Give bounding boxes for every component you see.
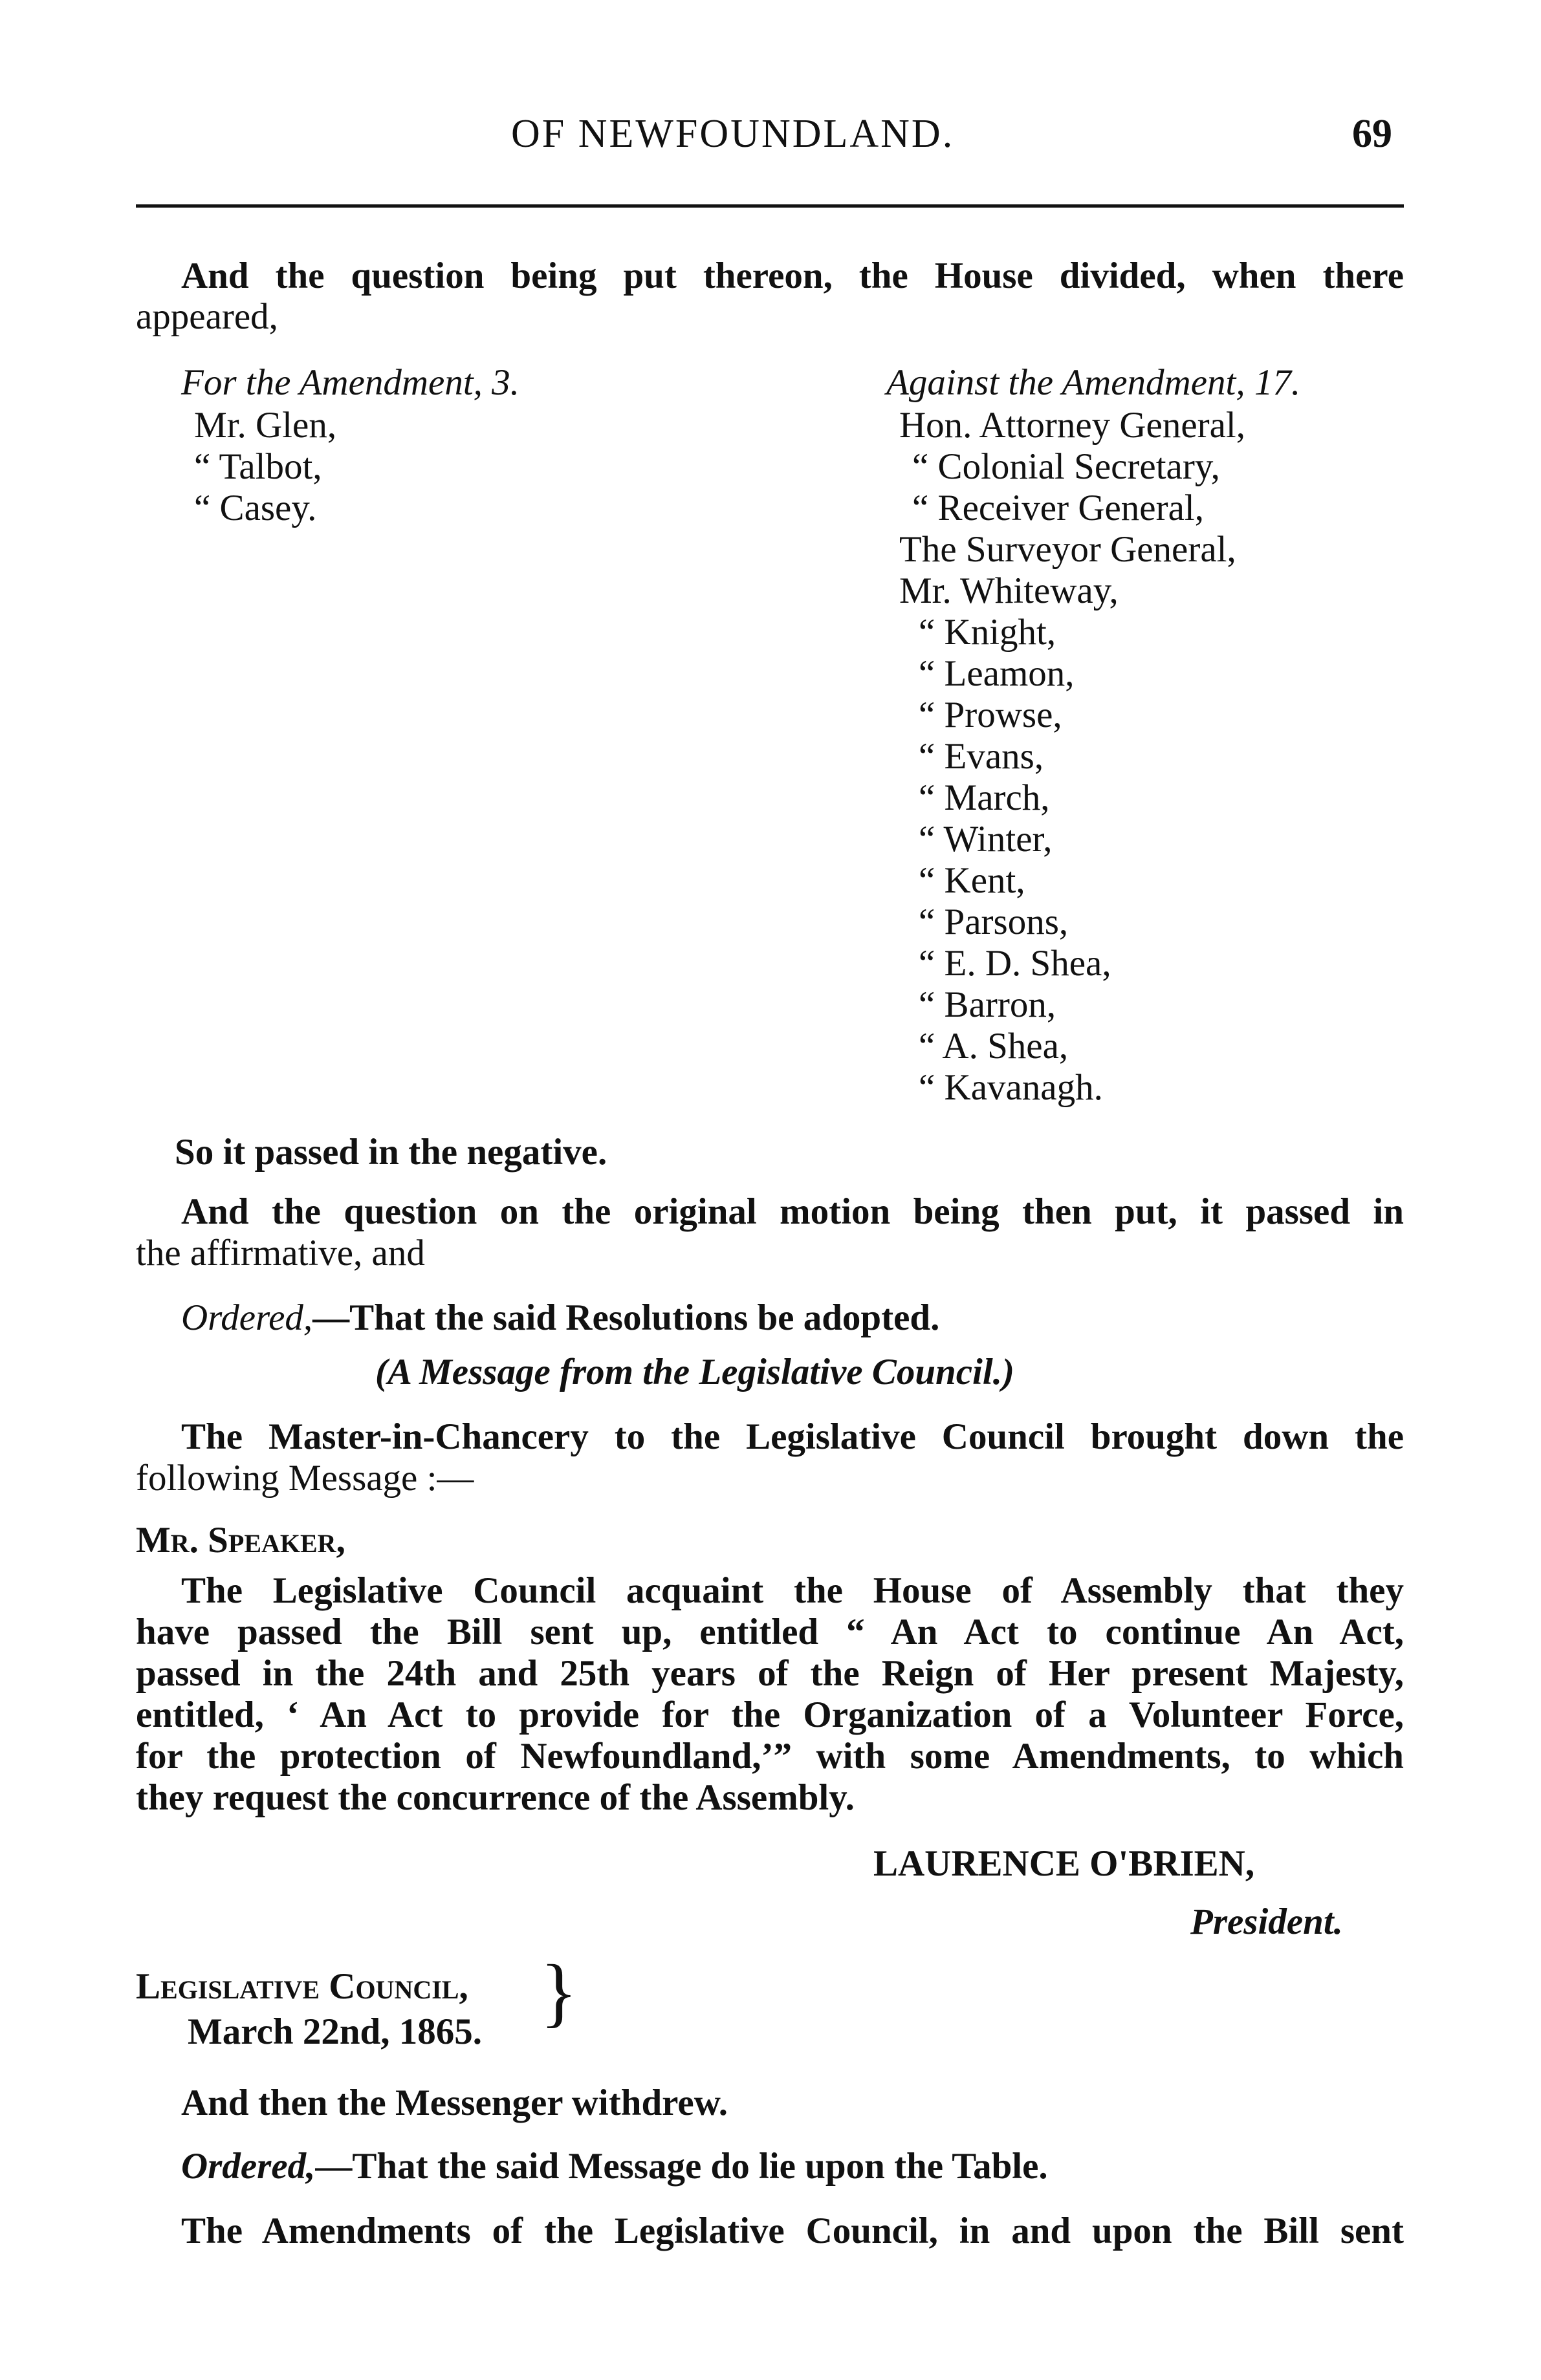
message-intro-line: The Master-in-Chancery to the Legislative Council brought down the (181, 1416, 1404, 1457)
against-name: “ Leamon, (919, 653, 1075, 694)
header-rule (136, 204, 1404, 208)
message-body-line: they request the concurrence of the Assembly. (136, 1777, 855, 1818)
messenger-withdrew: And then the Messenger withdrew. (181, 2082, 728, 2123)
ordered-label: Ordered, (181, 1297, 313, 1338)
original-motion-line: And the question on the original motion being then put, it passed in (181, 1191, 1404, 1232)
message-body-line: The Legislative Council acquaint the House of Assembly that they (181, 1570, 1404, 1611)
brace-glyph: } (540, 1949, 578, 2035)
against-name: “ E. D. Shea, (919, 943, 1111, 984)
against-name: “ Kent, (919, 860, 1025, 901)
message-intro-line: following Message :— (136, 1458, 474, 1498)
message-body-line: passed in the 24th and 25th years of the Reign of Her present Majesty, (136, 1653, 1404, 1694)
ordered-text: —That the said Message do lie upon the Table. (315, 2146, 1048, 2187)
division-result: So it passed in the negative. (175, 1132, 607, 1173)
ordered-label: Ordered, (181, 2146, 316, 2187)
against-name: “ Barron, (919, 984, 1056, 1025)
against-name: “ Receiver General, (912, 488, 1204, 528)
against-name: The Surveyor General, (899, 529, 1236, 570)
original-motion-line: the affirmative, and (136, 1233, 425, 1273)
for-amendment-heading: For the Amendment, 3. (181, 362, 519, 403)
message-salutation: Mr. Speaker, (136, 1520, 345, 1561)
ordered-message (181, 2146, 1048, 2187)
against-name: “ Winter, (919, 819, 1053, 860)
message-date: March 22nd, 1865. (188, 2011, 482, 2052)
message-heading: (A Message from the Legislative Council.) (375, 1352, 1014, 1392)
message-body-line: entitled, ‘ An Act to provide for the Organization of a Volunteer Force, (136, 1694, 1404, 1735)
closing-last-line: The Amendments of the Legislative Council, in and upon the Bill sent (181, 2211, 1404, 2251)
running-head: OF NEWFOUNDLAND. (511, 112, 955, 156)
for-name: “ Casey. (194, 488, 317, 528)
ordered-resolutions (181, 1297, 939, 1339)
message-body-line: for the protection of Newfoundland,’” with some Amendments, to which (136, 1736, 1404, 1777)
against-name: Mr. Whiteway, (899, 570, 1119, 611)
against-name: “ Kavanagh. (919, 1067, 1103, 1108)
against-name: “ Parsons, (919, 902, 1069, 942)
ordered-text: —That the said Resolutions be adopted. (312, 1297, 940, 1338)
against-name: “ Evans, (919, 736, 1044, 777)
against-name: “ A. Shea, (919, 1026, 1069, 1066)
against-name: Hon. Attorney General, (899, 405, 1246, 446)
for-name: “ Talbot, (194, 446, 322, 487)
page-number: 69 (1352, 112, 1392, 156)
division-intro-line: And the question being put thereon, the House divided, when there (181, 255, 1404, 296)
against-name: “ Colonial Secretary, (912, 446, 1220, 487)
message-place: Legislative Council, (136, 1966, 468, 2007)
division-intro-line: appeared, (136, 296, 278, 337)
against-amendment-heading: Against the Amendment, 17. (886, 362, 1301, 403)
signatory-title: President. (1190, 1901, 1343, 1942)
against-name: “ March, (919, 777, 1050, 818)
against-name: “ Prowse, (919, 695, 1062, 735)
signatory-name: LAURENCE O'BRIEN, (873, 1843, 1255, 1884)
message-body-line: have passed the Bill sent up, entitled “ An Act to continue An Act, (136, 1612, 1404, 1652)
for-name: Mr. Glen, (194, 405, 337, 446)
against-name: “ Knight, (919, 612, 1056, 653)
